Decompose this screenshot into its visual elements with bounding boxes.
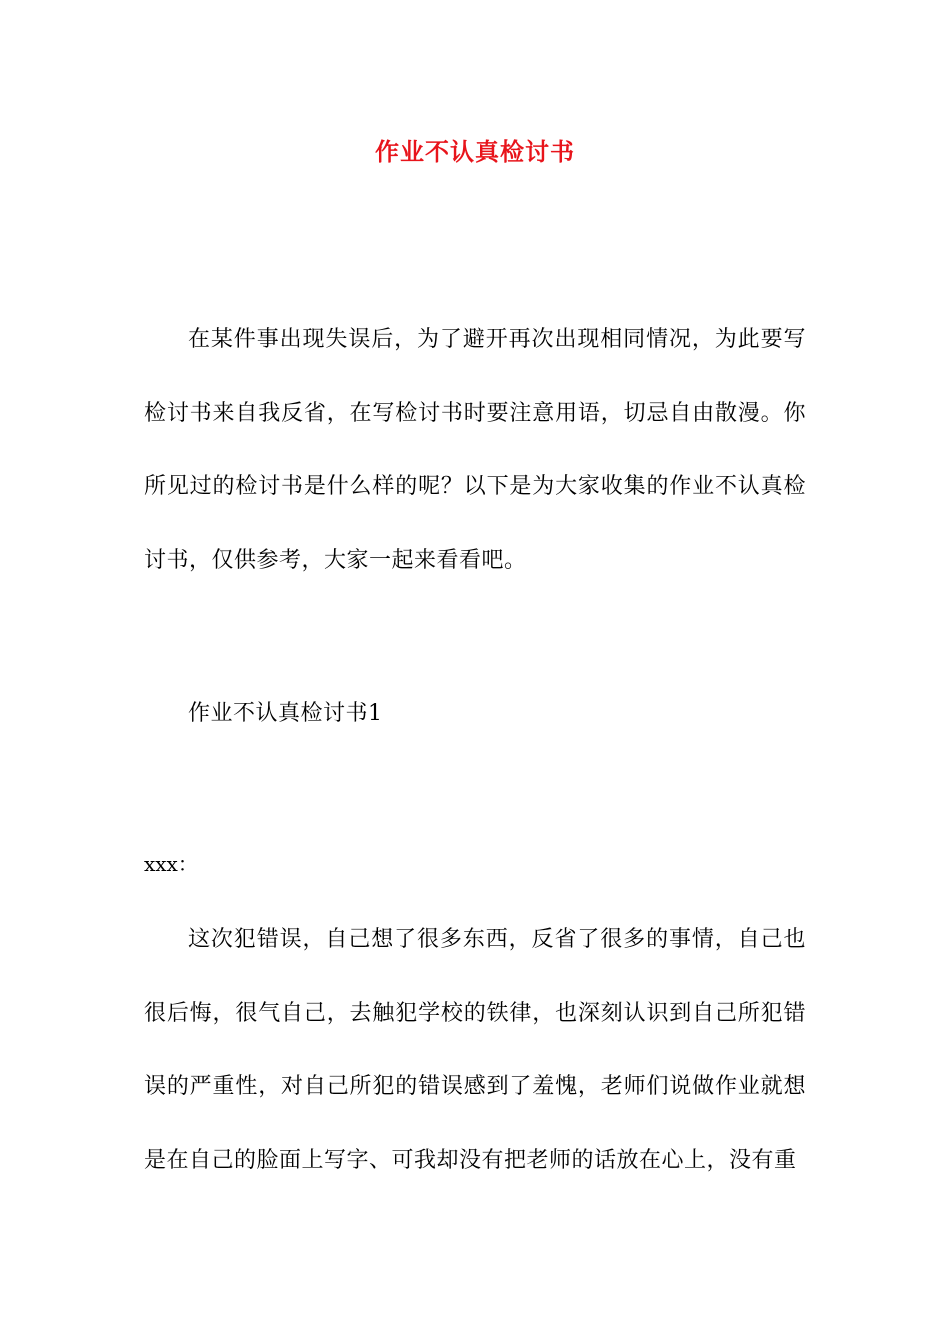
- salutation: xxx：: [144, 852, 198, 876]
- intro-paragraph: 在某件事出现失误后，为了避开再次出现相同情况，为此要写检讨书来自我反省，在写检讨书时要注意用语，切忌自由散漫。你所见过的检讨书是什么样的呢？以下是为大家收集的作业不认真检讨书，仅供参考，大家一起来看看吧。: [144, 327, 806, 573]
- body-paragraph: 这次犯错误，自己想了很多东西，反省了很多的事情，自己也很后悔，很气自己，去触犯学校的铁律，也深刻认识到自己所犯错误的严重性，对自己所犯的错误感到了羞愧，老师们说做作业就想是在自己的脸面上写字、可我却没有把老师的话放在心上，没有重: [144, 927, 806, 1173]
- section-heading: 作业不认真检讨书1: [188, 701, 383, 726]
- document-title: 作业不认真检讨书: [375, 137, 575, 166]
